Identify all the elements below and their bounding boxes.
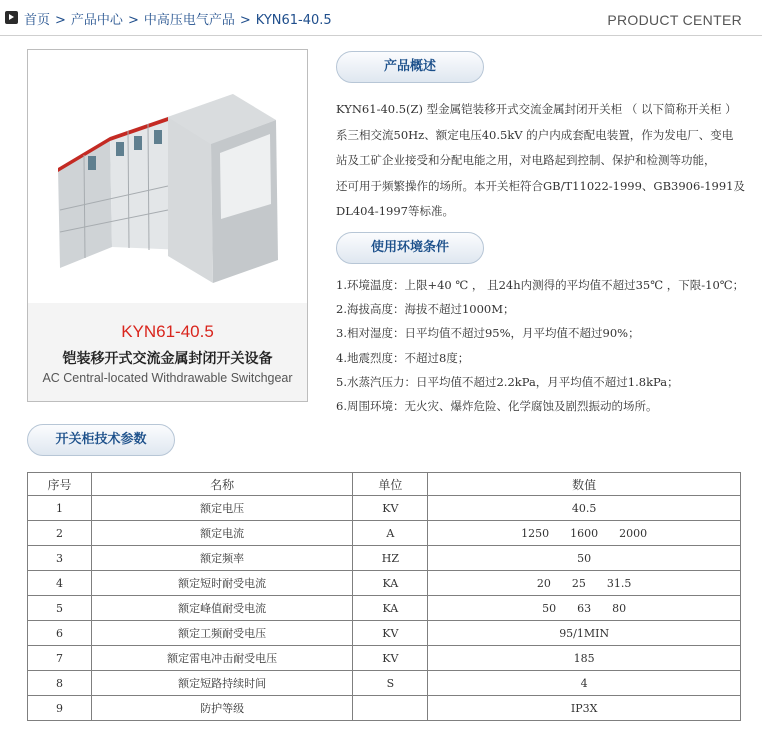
environment-heading: 使用环境条件	[336, 232, 484, 264]
table-row	[28, 621, 741, 646]
cell-index: 3	[28, 546, 92, 571]
table-row	[28, 521, 741, 546]
tech-params-heading: 开关柜技术参数	[27, 424, 175, 456]
cell-unit: KV	[353, 496, 428, 521]
cell-unit: HZ	[353, 546, 428, 571]
overview-line: 站及工矿企业接受和分配电能之用，对电路起到控制、保护和检测等功能，	[336, 153, 716, 167]
arrow-right-icon	[5, 11, 18, 24]
overview-text	[336, 97, 746, 225]
environment-item: 6.周围环境：无火灾、爆炸危险、化学腐蚀及剧烈振动的场所。	[336, 398, 658, 413]
cell-name: 额定频率	[91, 546, 353, 571]
cell-value: 4	[428, 671, 741, 696]
cell-unit: KV	[353, 621, 428, 646]
table-header-row	[28, 473, 741, 496]
breadcrumb-separator: >	[239, 13, 251, 28]
cell-index: 1	[28, 496, 92, 521]
table-row	[28, 646, 741, 671]
cell-name: 额定电流	[91, 521, 353, 546]
cell-unit: KA	[353, 596, 428, 621]
cell-value: 95/1MIN	[428, 621, 741, 646]
table-row	[28, 696, 741, 721]
tech-params-table	[27, 472, 741, 721]
breadcrumb-products[interactable]: 产品中心	[70, 13, 123, 28]
cell-value: 50 63 80	[428, 596, 741, 621]
col-header-index: 序号	[28, 473, 92, 496]
cell-unit: KA	[353, 571, 428, 596]
breadcrumb-home[interactable]: 首页	[24, 13, 51, 28]
cell-value: IP3X	[428, 696, 741, 721]
cell-name: 额定短路持续时间	[91, 671, 353, 696]
environment-item: 3.相对湿度：日平均值不超过95%，月平均值不超过90%；	[336, 326, 640, 341]
cell-index: 4	[28, 571, 92, 596]
breadcrumb-separator: >	[55, 13, 66, 28]
cell-name: 额定电压	[91, 496, 353, 521]
cell-index: 9	[28, 696, 92, 721]
product-image[interactable]	[28, 50, 307, 303]
cell-value: 185	[428, 646, 741, 671]
col-header-value: 数值	[428, 473, 741, 496]
col-header-unit: 单位	[353, 473, 428, 496]
cell-name: 额定工频耐受电压	[91, 621, 353, 646]
product-card	[27, 49, 308, 402]
cell-index: 6	[28, 621, 92, 646]
table-row	[28, 571, 741, 596]
overview-line: DL404-1997等标准。	[336, 204, 454, 218]
breadcrumb-separator: >	[127, 13, 139, 28]
breadcrumb-category[interactable]: 中高压电气产品	[143, 13, 235, 28]
cell-unit	[353, 696, 428, 721]
overview-line: 系三相交流50Hz、额定电压40.5kV 的户内成套配电装置，作为发电厂、变电	[336, 127, 734, 142]
environment-item: 5.水蒸汽压力：日平均值不超过2.2kPa，月平均值不超过1.8kPa；	[336, 374, 679, 389]
top-bar	[0, 0, 762, 36]
table-row	[28, 671, 741, 696]
product-code: KYN61-40.5	[121, 322, 214, 341]
environment-item: 2.海拔高度：海拔不超过1000M；	[336, 302, 515, 317]
product-name-cn: 铠装移开式交流金属封闭开关设备	[62, 351, 273, 367]
cell-index: 7	[28, 646, 92, 671]
cell-value: 20 25 31.5	[428, 571, 741, 596]
table-row	[28, 596, 741, 621]
cell-name: 额定峰值耐受电流	[91, 596, 353, 621]
cell-value: 1250 1600 2000	[428, 521, 741, 546]
overview-line: 还可用于频繁操作的场所。本开关柜符合GB/T11022-1999、GB3906-1991及	[336, 178, 745, 193]
environment-list	[336, 273, 756, 418]
cell-unit: S	[353, 671, 428, 696]
product-name-en: AC Central-located Withdrawable Switchgear	[42, 371, 293, 385]
cell-index: 2	[28, 521, 92, 546]
cell-unit: KV	[353, 646, 428, 671]
overview-heading: 产品概述	[336, 51, 484, 83]
cell-index: 8	[28, 671, 92, 696]
switchgear-cabinet-icon	[28, 50, 307, 303]
col-header-name: 名称	[91, 473, 353, 496]
breadcrumb	[24, 9, 332, 28]
cell-value: 40.5	[428, 496, 741, 521]
page-title: PRODUCT CENTER	[607, 12, 742, 28]
cell-name: 额定短时耐受电流	[91, 571, 353, 596]
environment-item: 1.环境温度：上限+40 ℃ ， 且24h内测得的平均值不超过35℃ ，下限-10℃；	[336, 278, 745, 292]
overview-line: KYN61-40.5(Z) 型金属铠装移开式交流金属封闭开关柜 （ 以下简称开关柜 ）	[336, 102, 737, 116]
breadcrumb-current: KYN61-40.5	[255, 13, 332, 28]
table-row	[28, 496, 741, 521]
cell-name: 额定雷电冲击耐受电压	[91, 646, 353, 671]
cell-value: 50	[428, 546, 741, 571]
environment-item: 4.地震烈度：不超过8度；	[336, 350, 470, 365]
table-row	[28, 546, 741, 571]
cell-name: 防护等级	[91, 696, 353, 721]
cell-index: 5	[28, 596, 92, 621]
cell-unit: A	[353, 521, 428, 546]
